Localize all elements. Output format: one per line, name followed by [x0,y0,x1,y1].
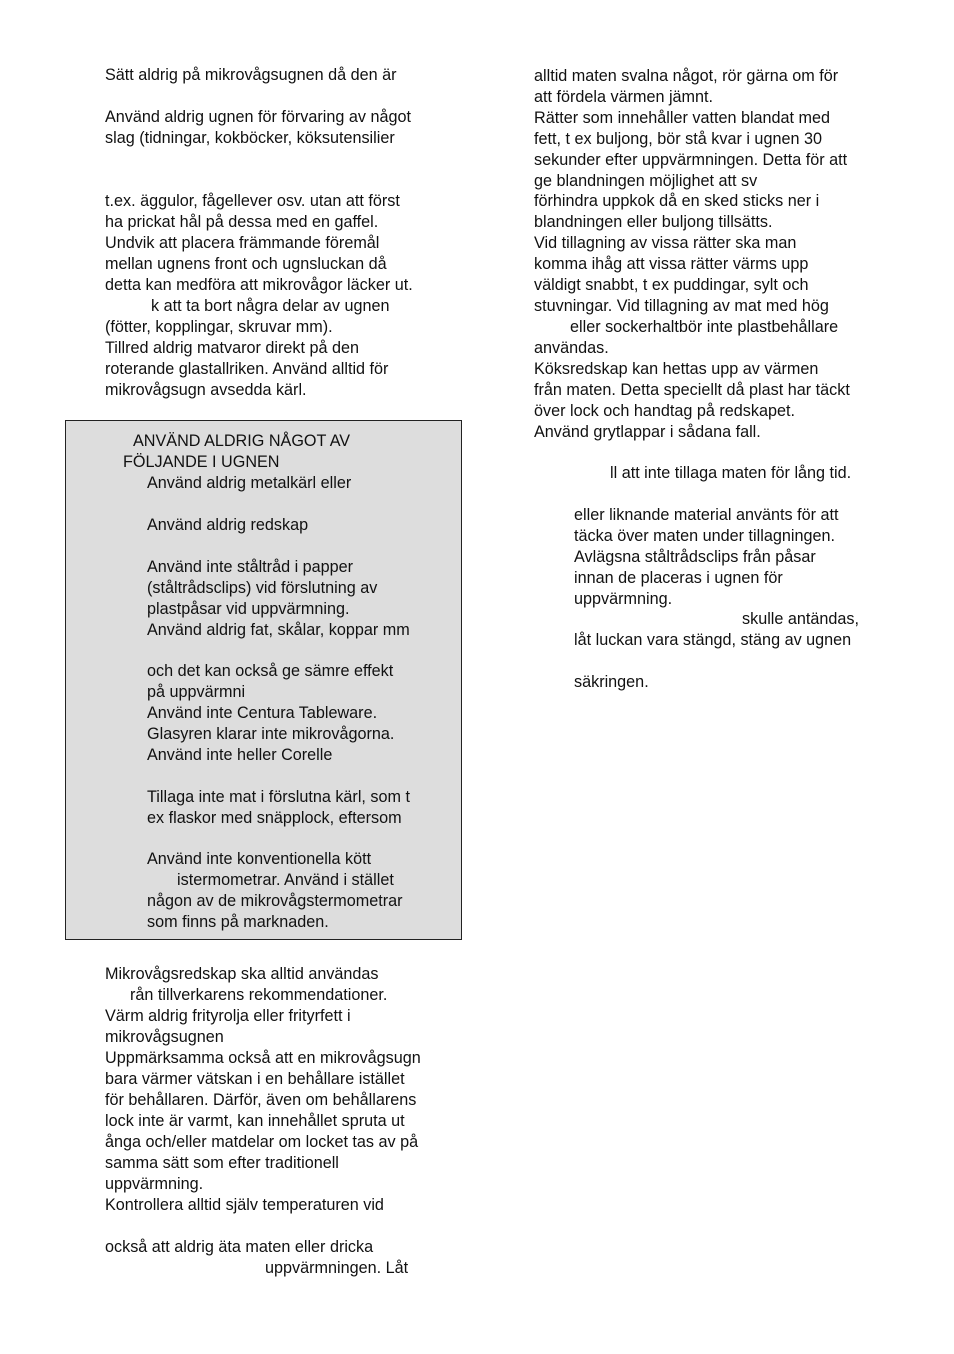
text-line: förhindra uppkok då en sked sticks ner i [534,192,820,210]
warning-heading-line: FÖLJANDE I UGNEN [123,453,280,471]
text-line: Kontrollera alltid själv temperaturen vid [105,1196,384,1214]
warning-line: Använd inte konventionella kött [147,850,372,868]
warning-line: någon av de mikrovågstermometrar [147,892,403,910]
text-line: ge blandningen möjlighet att sv [534,172,758,190]
text-line: Undvik att placera främmande föremål [105,234,380,252]
warning-line: Använd inte Centura Tableware. [147,704,378,722]
warning-line: som finns på marknaden. [147,913,329,931]
text-line: ha prickat hål på dessa med en gaffel. [105,213,379,231]
warning-heading-line: ANVÄND ALDRIG NÅGOT AV [133,432,351,450]
text-line: Värm aldrig frityrolja eller frityrfett i [105,1007,351,1025]
text-line: uppvärmningen. Låt [265,1259,409,1277]
warning-line: och det kan också ge sämre effekt [147,662,394,680]
text-line: k att ta bort några delar av ugnen [151,297,390,315]
warning-line: Glasyren klarar inte mikrovågorna. [147,725,395,743]
text-line: ll att inte tillaga maten för lång tid. [610,464,852,482]
text-line: Köksredskap kan hettas upp av värmen [534,360,819,378]
text-line: för behållaren. Därför, även om behållarens [105,1091,417,1109]
text-line: Använd grytlappar i sådana fall. [534,423,761,441]
warning-line: Tillaga inte mat i förslutna kärl, som t [147,788,410,806]
warning-line: Använd aldrig fat, skålar, koppar mm [147,621,410,639]
text-line: användas. [534,339,609,357]
text-line: sekunder efter uppvärmningen. Detta för att [534,151,848,169]
text-line: att fördela värmen jämnt. [534,88,714,106]
text-line: lock inte är varmt, kan innehållet spruta ut [105,1112,405,1130]
text-line: Rätter som innehåller vatten blandat med [534,109,831,127]
text-line: från maten. Detta speciellt då plast har täckt [534,381,850,399]
warning-line: Använd inte ståltråd i papper [147,558,354,576]
text-line: också att aldrig äta maten eller dricka [105,1238,374,1256]
warning-line: (ståltrådsclips) vid förslutning av [147,579,378,597]
text-line: mikrovågsugn avsedda kärl. [105,381,307,399]
text-line: alltid maten svalna något, rör gärna om för [534,67,839,85]
text-line: skulle antändas, [742,610,859,628]
text-line: eller liknande material använts för att [574,506,839,524]
text-line: säkringen. [574,673,649,691]
text-line: över lock och handtag på redskapet. [534,402,795,420]
warning-line: Använd inte heller Corelle [147,746,333,764]
text-line: täcka över maten under tillagningen. [574,527,835,545]
text-line: stuvningar. Vid tillagning av mat med hög [534,297,829,315]
text-line: bara värmer vätskan i en behållare istället [105,1070,405,1088]
text-line: Tillred aldrig matvaror direkt på den [105,339,360,357]
warning-line: plastpåsar vid uppvärmning. [147,600,350,618]
text-line: Vid tillagning av vissa rätter ska man [534,234,797,252]
warning-line: ex flaskor med snäpplock, eftersom [147,809,402,827]
text-line: Mikrovågsredskap ska alltid användas [105,965,379,983]
text-line: låt luckan vara stängd, stäng av ugnen [574,631,852,649]
text-line: ånga och/eller matdelar om locket tas av på [105,1133,419,1151]
text-line: detta kan medföra att mikrovågor läcker ut. [105,276,413,294]
text-line: väldigt snabbt, t ex puddingar, sylt och [534,276,809,294]
text-line: komma ihåg att vissa rätter värms upp [534,255,809,273]
warning-line: på uppvärmni [147,683,246,701]
text-line: (fötter, kopplingar, skruvar mm). [105,318,333,336]
text-line: Sätt aldrig på mikrovågsugnen då den är [105,66,397,84]
text-line: fett, t ex buljong, bör stå kvar i ugnen 30 [534,130,822,148]
text-line: rån tillverkarens rekommendationer. [130,986,388,1004]
text-line: slag (tidningar, kokböcker, köksutensilier [105,129,395,147]
warning-line: Använd aldrig redskap [147,516,309,534]
text-line: mellan ugnens front och ugnsluckan då [105,255,387,273]
text-line: mikrovågsugnen [105,1028,224,1046]
text-line: Uppmärksamma också att en mikrovågsugn [105,1049,421,1067]
text-line: t.ex. äggulor, fågellever osv. utan att först [105,192,400,210]
warning-line: Använd aldrig metalkärl eller [147,474,352,492]
text-line: Avlägsna ståltrådsclips från påsar [574,548,816,566]
text-line: uppvärmning. [105,1175,204,1193]
text-line: eller sockerhaltbör inte plastbehållare [570,318,839,336]
text-line: Använd aldrig ugnen för förvaring av något [105,108,411,126]
warning-line: istermometrar. Använd i stället [177,871,394,889]
text-line: innan de placeras i ugnen för [574,569,783,587]
text-line: uppvärmning. [574,590,673,608]
text-line: blandningen eller buljong tillsätts. [534,213,773,231]
text-line: samma sätt som efter traditionell [105,1154,339,1172]
text-line: roterande glastallriken. Använd alltid för [105,360,389,378]
